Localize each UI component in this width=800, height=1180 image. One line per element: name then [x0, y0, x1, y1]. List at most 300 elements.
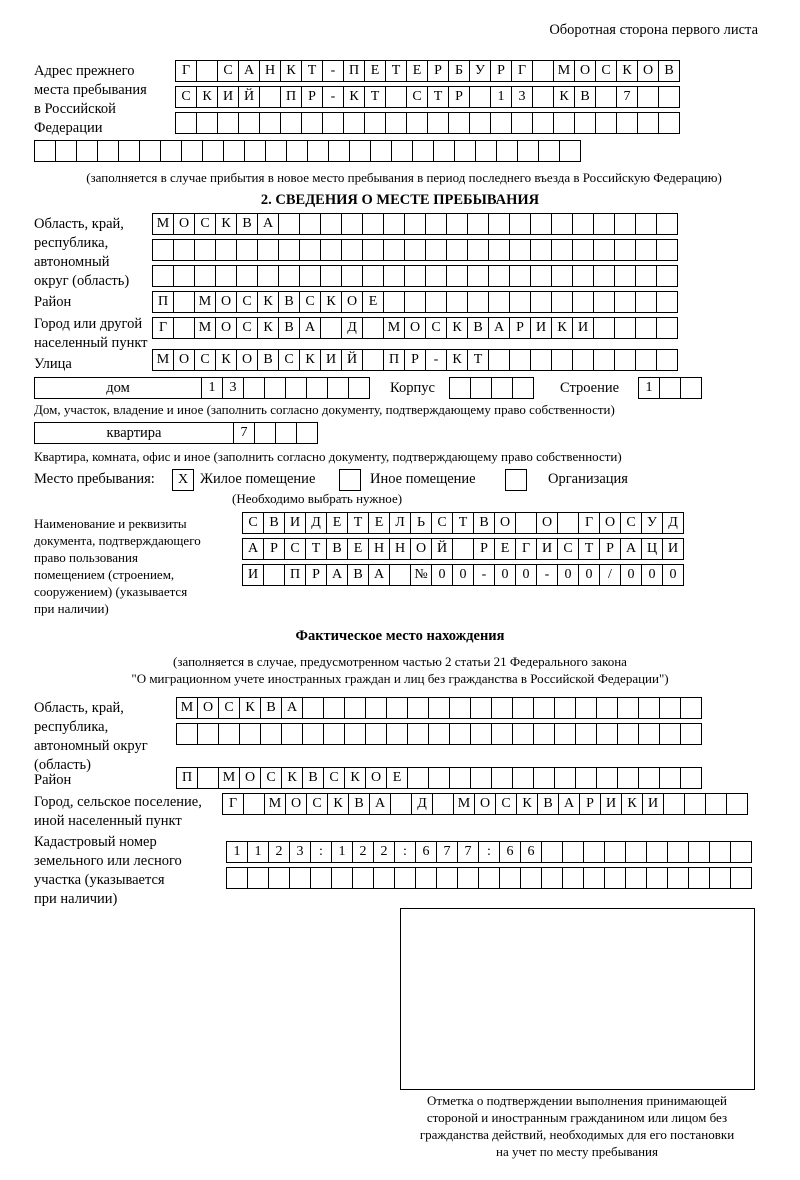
prev-address-cell[interactable]: И — [217, 86, 239, 108]
street-cell[interactable]: К — [215, 349, 237, 371]
city-cell[interactable] — [593, 317, 615, 339]
actual-region-cell[interactable] — [596, 697, 618, 719]
region-cell[interactable] — [362, 239, 384, 261]
region-cell[interactable] — [320, 239, 342, 261]
region-cell[interactable] — [593, 239, 615, 261]
document-cell[interactable]: 0 — [557, 564, 579, 586]
document-cell[interactable]: О — [536, 512, 558, 534]
prev-address-cell[interactable]: Р — [427, 60, 449, 82]
prev-address-cell[interactable]: Т — [301, 60, 323, 82]
cadastral-cell[interactable] — [583, 841, 605, 863]
actual-region-cell[interactable] — [323, 723, 345, 745]
district-cell[interactable]: О — [341, 291, 363, 313]
region-cell[interactable] — [656, 265, 678, 287]
district-cell[interactable]: К — [320, 291, 342, 313]
actual-city-cell[interactable]: И — [642, 793, 664, 815]
actual-region-cell[interactable] — [491, 697, 513, 719]
actual-region-cell[interactable]: А — [281, 697, 303, 719]
actual-city-cell[interactable]: С — [306, 793, 328, 815]
actual-region-cell[interactable] — [680, 697, 702, 719]
prev-address-cell[interactable]: С — [217, 60, 239, 82]
actual-district-cell[interactable] — [575, 767, 597, 789]
document-cell[interactable]: О — [410, 538, 432, 560]
actual-region-cell[interactable] — [638, 723, 660, 745]
street-cell[interactable]: О — [236, 349, 258, 371]
document-cell[interactable]: 0 — [431, 564, 453, 586]
region-row-1[interactable] — [152, 213, 677, 235]
prev-address-cell[interactable] — [259, 112, 281, 134]
document-cell[interactable]: 0 — [620, 564, 642, 586]
district-cell[interactable]: С — [236, 291, 258, 313]
cadastral-cell[interactable] — [730, 841, 752, 863]
actual-city-cell[interactable]: В — [537, 793, 559, 815]
actual-region-cell[interactable] — [659, 723, 681, 745]
prev-address-row-1[interactable] — [175, 60, 679, 82]
district-cell[interactable] — [572, 291, 594, 313]
prev-address-cell[interactable] — [217, 112, 239, 134]
prev-address-cell[interactable]: Й — [238, 86, 260, 108]
cadastral-cell[interactable] — [520, 867, 542, 889]
house-cell[interactable] — [348, 377, 370, 399]
prev-address-cell[interactable] — [658, 86, 680, 108]
prev-address-cell[interactable] — [454, 140, 476, 162]
actual-region-cell[interactable] — [617, 723, 639, 745]
prev-address-cell[interactable]: Г — [511, 60, 533, 82]
cadastral-row-1[interactable] — [226, 841, 751, 863]
region-cell[interactable] — [530, 239, 552, 261]
street-row[interactable] — [152, 349, 677, 371]
document-cell[interactable]: Н — [389, 538, 411, 560]
prev-address-cell[interactable] — [364, 112, 386, 134]
district-cell[interactable]: В — [278, 291, 300, 313]
region-cell[interactable] — [194, 239, 216, 261]
region-cell[interactable] — [614, 265, 636, 287]
prev-address-cell[interactable]: С — [175, 86, 197, 108]
prev-address-cell[interactable]: К — [616, 60, 638, 82]
actual-region-cell[interactable] — [512, 723, 534, 745]
flat-cell[interactable]: 7 — [233, 422, 255, 444]
actual-region-cell[interactable]: М — [176, 697, 198, 719]
prev-address-cell[interactable] — [286, 140, 308, 162]
cadastral-cell[interactable] — [604, 841, 626, 863]
district-cell[interactable]: О — [215, 291, 237, 313]
document-cell[interactable]: О — [599, 512, 621, 534]
cadastral-cell[interactable] — [457, 867, 479, 889]
city-cell[interactable]: С — [425, 317, 447, 339]
region-cell[interactable] — [551, 265, 573, 287]
region-cell[interactable] — [404, 239, 426, 261]
city-cell[interactable]: А — [299, 317, 321, 339]
cadastral-cell[interactable] — [289, 867, 311, 889]
prev-address-cell[interactable]: К — [553, 86, 575, 108]
prev-address-cell[interactable]: С — [406, 86, 428, 108]
house-cell[interactable] — [264, 377, 286, 399]
region-cell[interactable] — [635, 213, 657, 235]
prev-address-cell[interactable] — [427, 112, 449, 134]
cadastral-cell[interactable] — [541, 867, 563, 889]
prev-address-row-2[interactable] — [175, 86, 679, 108]
document-row-2[interactable] — [242, 538, 683, 560]
prev-address-cell[interactable]: К — [280, 60, 302, 82]
actual-city-row[interactable] — [222, 793, 747, 815]
actual-district-cell[interactable]: Е — [386, 767, 408, 789]
cadastral-cell[interactable]: 7 — [436, 841, 458, 863]
region-cell[interactable] — [278, 213, 300, 235]
district-cell[interactable] — [467, 291, 489, 313]
document-cell[interactable]: П — [284, 564, 306, 586]
document-cell[interactable] — [557, 512, 579, 534]
cadastral-cell[interactable] — [268, 867, 290, 889]
actual-region-cell[interactable] — [554, 697, 576, 719]
region-cell[interactable] — [194, 265, 216, 287]
document-cell[interactable]: Е — [326, 512, 348, 534]
actual-district-cell[interactable] — [680, 767, 702, 789]
actual-city-cell[interactable]: И — [600, 793, 622, 815]
district-cell[interactable] — [383, 291, 405, 313]
document-cell[interactable]: 0 — [515, 564, 537, 586]
document-cell[interactable]: 0 — [452, 564, 474, 586]
city-cell[interactable]: С — [236, 317, 258, 339]
prev-address-cell[interactable] — [559, 140, 581, 162]
city-cell[interactable]: О — [215, 317, 237, 339]
region-cell[interactable] — [215, 265, 237, 287]
prev-address-cell[interactable] — [595, 112, 617, 134]
document-cell[interactable]: С — [242, 512, 264, 534]
actual-city-cell[interactable] — [663, 793, 685, 815]
city-cell[interactable]: И — [572, 317, 594, 339]
prev-address-row-3[interactable] — [175, 112, 679, 134]
region-cell[interactable]: К — [215, 213, 237, 235]
document-row-3[interactable] — [242, 564, 683, 586]
region-cell[interactable] — [404, 265, 426, 287]
prev-address-cell[interactable] — [553, 112, 575, 134]
region-cell[interactable] — [614, 213, 636, 235]
prev-address-cell[interactable] — [532, 86, 554, 108]
cadastral-cell[interactable] — [646, 841, 668, 863]
document-row-1[interactable] — [242, 512, 683, 534]
document-cell[interactable]: Т — [452, 512, 474, 534]
city-cell[interactable]: К — [257, 317, 279, 339]
region-cell[interactable] — [635, 265, 657, 287]
actual-district-cell[interactable] — [470, 767, 492, 789]
flat-cells[interactable] — [233, 422, 317, 444]
actual-city-cell[interactable]: А — [558, 793, 580, 815]
actual-region-cell[interactable] — [365, 723, 387, 745]
prev-address-cell[interactable]: Т — [427, 86, 449, 108]
prev-address-cell[interactable]: К — [196, 86, 218, 108]
document-cell[interactable] — [515, 512, 537, 534]
document-cell[interactable]: Р — [473, 538, 495, 560]
document-cell[interactable]: Е — [494, 538, 516, 560]
document-cell[interactable]: Т — [347, 512, 369, 534]
region-cell[interactable] — [467, 265, 489, 287]
actual-region-cell[interactable] — [596, 723, 618, 745]
street-cell[interactable]: К — [446, 349, 468, 371]
district-cell[interactable] — [488, 291, 510, 313]
cadastral-cell[interactable] — [478, 867, 500, 889]
city-cell[interactable]: А — [488, 317, 510, 339]
prev-address-cell[interactable] — [637, 112, 659, 134]
prev-address-cell[interactable]: Н — [259, 60, 281, 82]
document-cell[interactable]: В — [326, 538, 348, 560]
actual-city-cell[interactable]: С — [495, 793, 517, 815]
prev-address-cell[interactable] — [532, 60, 554, 82]
actual-city-cell[interactable] — [705, 793, 727, 815]
cadastral-cell[interactable] — [646, 867, 668, 889]
actual-district-cell[interactable] — [512, 767, 534, 789]
prev-address-cell[interactable]: Р — [301, 86, 323, 108]
document-cell[interactable]: Т — [305, 538, 327, 560]
region-cell[interactable] — [488, 265, 510, 287]
prev-address-cell[interactable] — [196, 112, 218, 134]
prev-address-cell[interactable]: Р — [490, 60, 512, 82]
district-cell[interactable]: П — [152, 291, 174, 313]
region-cell[interactable] — [572, 239, 594, 261]
actual-district-cell[interactable] — [659, 767, 681, 789]
district-cell[interactable] — [404, 291, 426, 313]
actual-city-cell[interactable]: К — [327, 793, 349, 815]
prev-address-cell[interactable] — [175, 112, 197, 134]
actual-city-cell[interactable]: М — [453, 793, 475, 815]
district-cell[interactable] — [593, 291, 615, 313]
street-cell[interactable]: М — [152, 349, 174, 371]
house-cell[interactable] — [327, 377, 349, 399]
prev-address-cell[interactable]: Т — [364, 86, 386, 108]
actual-region-cell[interactable] — [491, 723, 513, 745]
document-cell[interactable]: Д — [305, 512, 327, 534]
document-cell[interactable]: - — [473, 564, 495, 586]
region-cell[interactable] — [215, 239, 237, 261]
document-cell[interactable]: А — [326, 564, 348, 586]
actual-region-cell[interactable] — [575, 697, 597, 719]
prev-address-cell[interactable]: Г — [175, 60, 197, 82]
cadastral-cell[interactable] — [688, 867, 710, 889]
street-cell[interactable]: С — [194, 349, 216, 371]
prev-address-cell[interactable] — [118, 140, 140, 162]
actual-region-cell[interactable] — [449, 723, 471, 745]
street-cell[interactable] — [530, 349, 552, 371]
actual-region-cell[interactable]: К — [239, 697, 261, 719]
cadastral-cell[interactable] — [247, 867, 269, 889]
cadastral-cell[interactable]: 1 — [331, 841, 353, 863]
house-cell[interactable] — [306, 377, 328, 399]
region-cell[interactable] — [341, 213, 363, 235]
actual-city-cell[interactable]: К — [516, 793, 538, 815]
city-cell[interactable] — [614, 317, 636, 339]
cadastral-cell[interactable] — [436, 867, 458, 889]
prev-address-cell[interactable]: П — [343, 60, 365, 82]
city-cell[interactable]: И — [530, 317, 552, 339]
actual-district-cell[interactable] — [596, 767, 618, 789]
document-cell[interactable] — [389, 564, 411, 586]
street-cell[interactable] — [635, 349, 657, 371]
cadastral-cell[interactable]: 7 — [457, 841, 479, 863]
prev-address-cell[interactable]: Р — [448, 86, 470, 108]
prev-address-cell[interactable]: П — [280, 86, 302, 108]
document-cell[interactable]: С — [431, 512, 453, 534]
region-cell[interactable] — [551, 239, 573, 261]
actual-district-cell[interactable]: О — [365, 767, 387, 789]
region-cell[interactable]: С — [194, 213, 216, 235]
actual-region-cell[interactable] — [512, 697, 534, 719]
region-cell[interactable] — [467, 239, 489, 261]
stay-place-checkbox-other[interactable] — [339, 469, 361, 491]
region-cell[interactable] — [509, 265, 531, 287]
cadastral-cell[interactable] — [394, 867, 416, 889]
city-cell[interactable]: К — [446, 317, 468, 339]
cadastral-cell[interactable] — [562, 867, 584, 889]
actual-region-cell[interactable] — [239, 723, 261, 745]
prev-address-cell[interactable] — [181, 140, 203, 162]
prev-address-cell[interactable] — [202, 140, 224, 162]
document-cell[interactable]: Г — [578, 512, 600, 534]
prev-address-cell[interactable]: О — [637, 60, 659, 82]
prev-address-cell[interactable]: К — [343, 86, 365, 108]
street-cell[interactable]: Й — [341, 349, 363, 371]
city-cell[interactable]: В — [278, 317, 300, 339]
prev-address-cell[interactable] — [139, 140, 161, 162]
region-cell[interactable] — [320, 213, 342, 235]
flat-cell[interactable] — [296, 422, 318, 444]
region-cell[interactable] — [173, 239, 195, 261]
stamp-box[interactable] — [400, 908, 755, 1090]
actual-city-cell[interactable]: О — [285, 793, 307, 815]
house-cell[interactable]: 3 — [222, 377, 244, 399]
prev-address-cell[interactable]: Б — [448, 60, 470, 82]
actual-district-cell[interactable]: О — [239, 767, 261, 789]
region-cell[interactable] — [551, 213, 573, 235]
stay-place-checkbox-housing[interactable]: Х — [172, 469, 194, 491]
document-cell[interactable]: Н — [368, 538, 390, 560]
actual-district-cell[interactable]: С — [260, 767, 282, 789]
document-cell[interactable]: И — [284, 512, 306, 534]
cadastral-cell[interactable]: 6 — [415, 841, 437, 863]
document-cell[interactable]: С — [620, 512, 642, 534]
prev-address-cell[interactable] — [469, 112, 491, 134]
prev-address-cell[interactable] — [490, 112, 512, 134]
actual-city-cell[interactable]: К — [621, 793, 643, 815]
actual-region-cell[interactable] — [323, 697, 345, 719]
document-cell[interactable]: В — [473, 512, 495, 534]
region-cell[interactable] — [278, 239, 300, 261]
document-cell[interactable]: Ь — [410, 512, 432, 534]
city-cell[interactable]: М — [194, 317, 216, 339]
street-cell[interactable]: К — [299, 349, 321, 371]
document-cell[interactable]: Е — [347, 538, 369, 560]
actual-region-cell[interactable] — [470, 723, 492, 745]
actual-city-cell[interactable]: Д — [411, 793, 433, 815]
cadastral-cell[interactable]: 3 — [289, 841, 311, 863]
actual-region-cell[interactable] — [638, 697, 660, 719]
region-cell[interactable] — [278, 265, 300, 287]
district-cell[interactable] — [551, 291, 573, 313]
prev-address-cell[interactable]: 7 — [616, 86, 638, 108]
region-cell[interactable] — [530, 265, 552, 287]
cadastral-row-2[interactable] — [226, 867, 751, 889]
street-cell[interactable] — [656, 349, 678, 371]
stroenie-cell[interactable] — [659, 377, 681, 399]
korpus-cell[interactable] — [491, 377, 513, 399]
document-cell[interactable]: А — [368, 564, 390, 586]
prev-address-cell[interactable] — [658, 112, 680, 134]
street-cell[interactable]: О — [173, 349, 195, 371]
actual-region-cell[interactable] — [533, 723, 555, 745]
region-cell[interactable] — [425, 239, 447, 261]
city-cell[interactable] — [320, 317, 342, 339]
prev-address-cell[interactable] — [391, 140, 413, 162]
prev-address-cell[interactable] — [574, 112, 596, 134]
actual-region-cell[interactable] — [302, 723, 324, 745]
district-cell[interactable] — [530, 291, 552, 313]
district-cell[interactable] — [446, 291, 468, 313]
actual-district-cell[interactable] — [533, 767, 555, 789]
city-cell[interactable]: Г — [152, 317, 174, 339]
prev-address-cell[interactable] — [349, 140, 371, 162]
document-cell[interactable]: Р — [599, 538, 621, 560]
cadastral-cell[interactable] — [583, 867, 605, 889]
region-cell[interactable] — [299, 239, 321, 261]
cadastral-cell[interactable] — [604, 867, 626, 889]
document-cell[interactable] — [452, 538, 474, 560]
cadastral-cell[interactable] — [667, 867, 689, 889]
document-cell[interactable]: В — [263, 512, 285, 534]
region-cell[interactable] — [593, 213, 615, 235]
prev-address-cell[interactable]: В — [574, 86, 596, 108]
region-cell[interactable] — [467, 213, 489, 235]
document-cell[interactable]: В — [347, 564, 369, 586]
cadastral-cell[interactable]: : — [394, 841, 416, 863]
cadastral-cell[interactable]: 2 — [352, 841, 374, 863]
document-cell[interactable]: Л — [389, 512, 411, 534]
region-row-3[interactable] — [152, 265, 677, 287]
actual-district-row[interactable] — [176, 767, 701, 789]
cadastral-cell[interactable] — [226, 867, 248, 889]
prev-address-cell[interactable] — [595, 86, 617, 108]
district-cell[interactable] — [425, 291, 447, 313]
district-cell[interactable] — [614, 291, 636, 313]
region-cell[interactable]: А — [257, 213, 279, 235]
actual-region-cell[interactable]: В — [260, 697, 282, 719]
region-cell[interactable] — [362, 213, 384, 235]
region-cell[interactable]: О — [173, 213, 195, 235]
region-cell[interactable]: М — [152, 213, 174, 235]
cadastral-cell[interactable] — [352, 867, 374, 889]
prev-address-cell[interactable]: Е — [364, 60, 386, 82]
actual-city-cell[interactable]: О — [474, 793, 496, 815]
prev-address-cell[interactable] — [475, 140, 497, 162]
region-cell[interactable] — [488, 239, 510, 261]
prev-address-cell[interactable] — [259, 86, 281, 108]
region-cell[interactable] — [299, 213, 321, 235]
actual-region-cell[interactable] — [575, 723, 597, 745]
stroenie-cell[interactable] — [680, 377, 702, 399]
district-cell[interactable] — [635, 291, 657, 313]
actual-region-cell[interactable] — [617, 697, 639, 719]
city-cell[interactable]: О — [404, 317, 426, 339]
actual-region-cell[interactable] — [176, 723, 198, 745]
cadastral-cell[interactable] — [331, 867, 353, 889]
korpus-cell[interactable] — [470, 377, 492, 399]
document-cell[interactable]: И — [242, 564, 264, 586]
document-cell[interactable]: И — [536, 538, 558, 560]
prev-address-cell[interactable]: - — [322, 60, 344, 82]
house-cell[interactable] — [285, 377, 307, 399]
prev-address-cell[interactable] — [433, 140, 455, 162]
stay-place-checkbox-org[interactable] — [505, 469, 527, 491]
actual-region-cell[interactable] — [428, 723, 450, 745]
actual-district-cell[interactable] — [617, 767, 639, 789]
cadastral-cell[interactable] — [310, 867, 332, 889]
